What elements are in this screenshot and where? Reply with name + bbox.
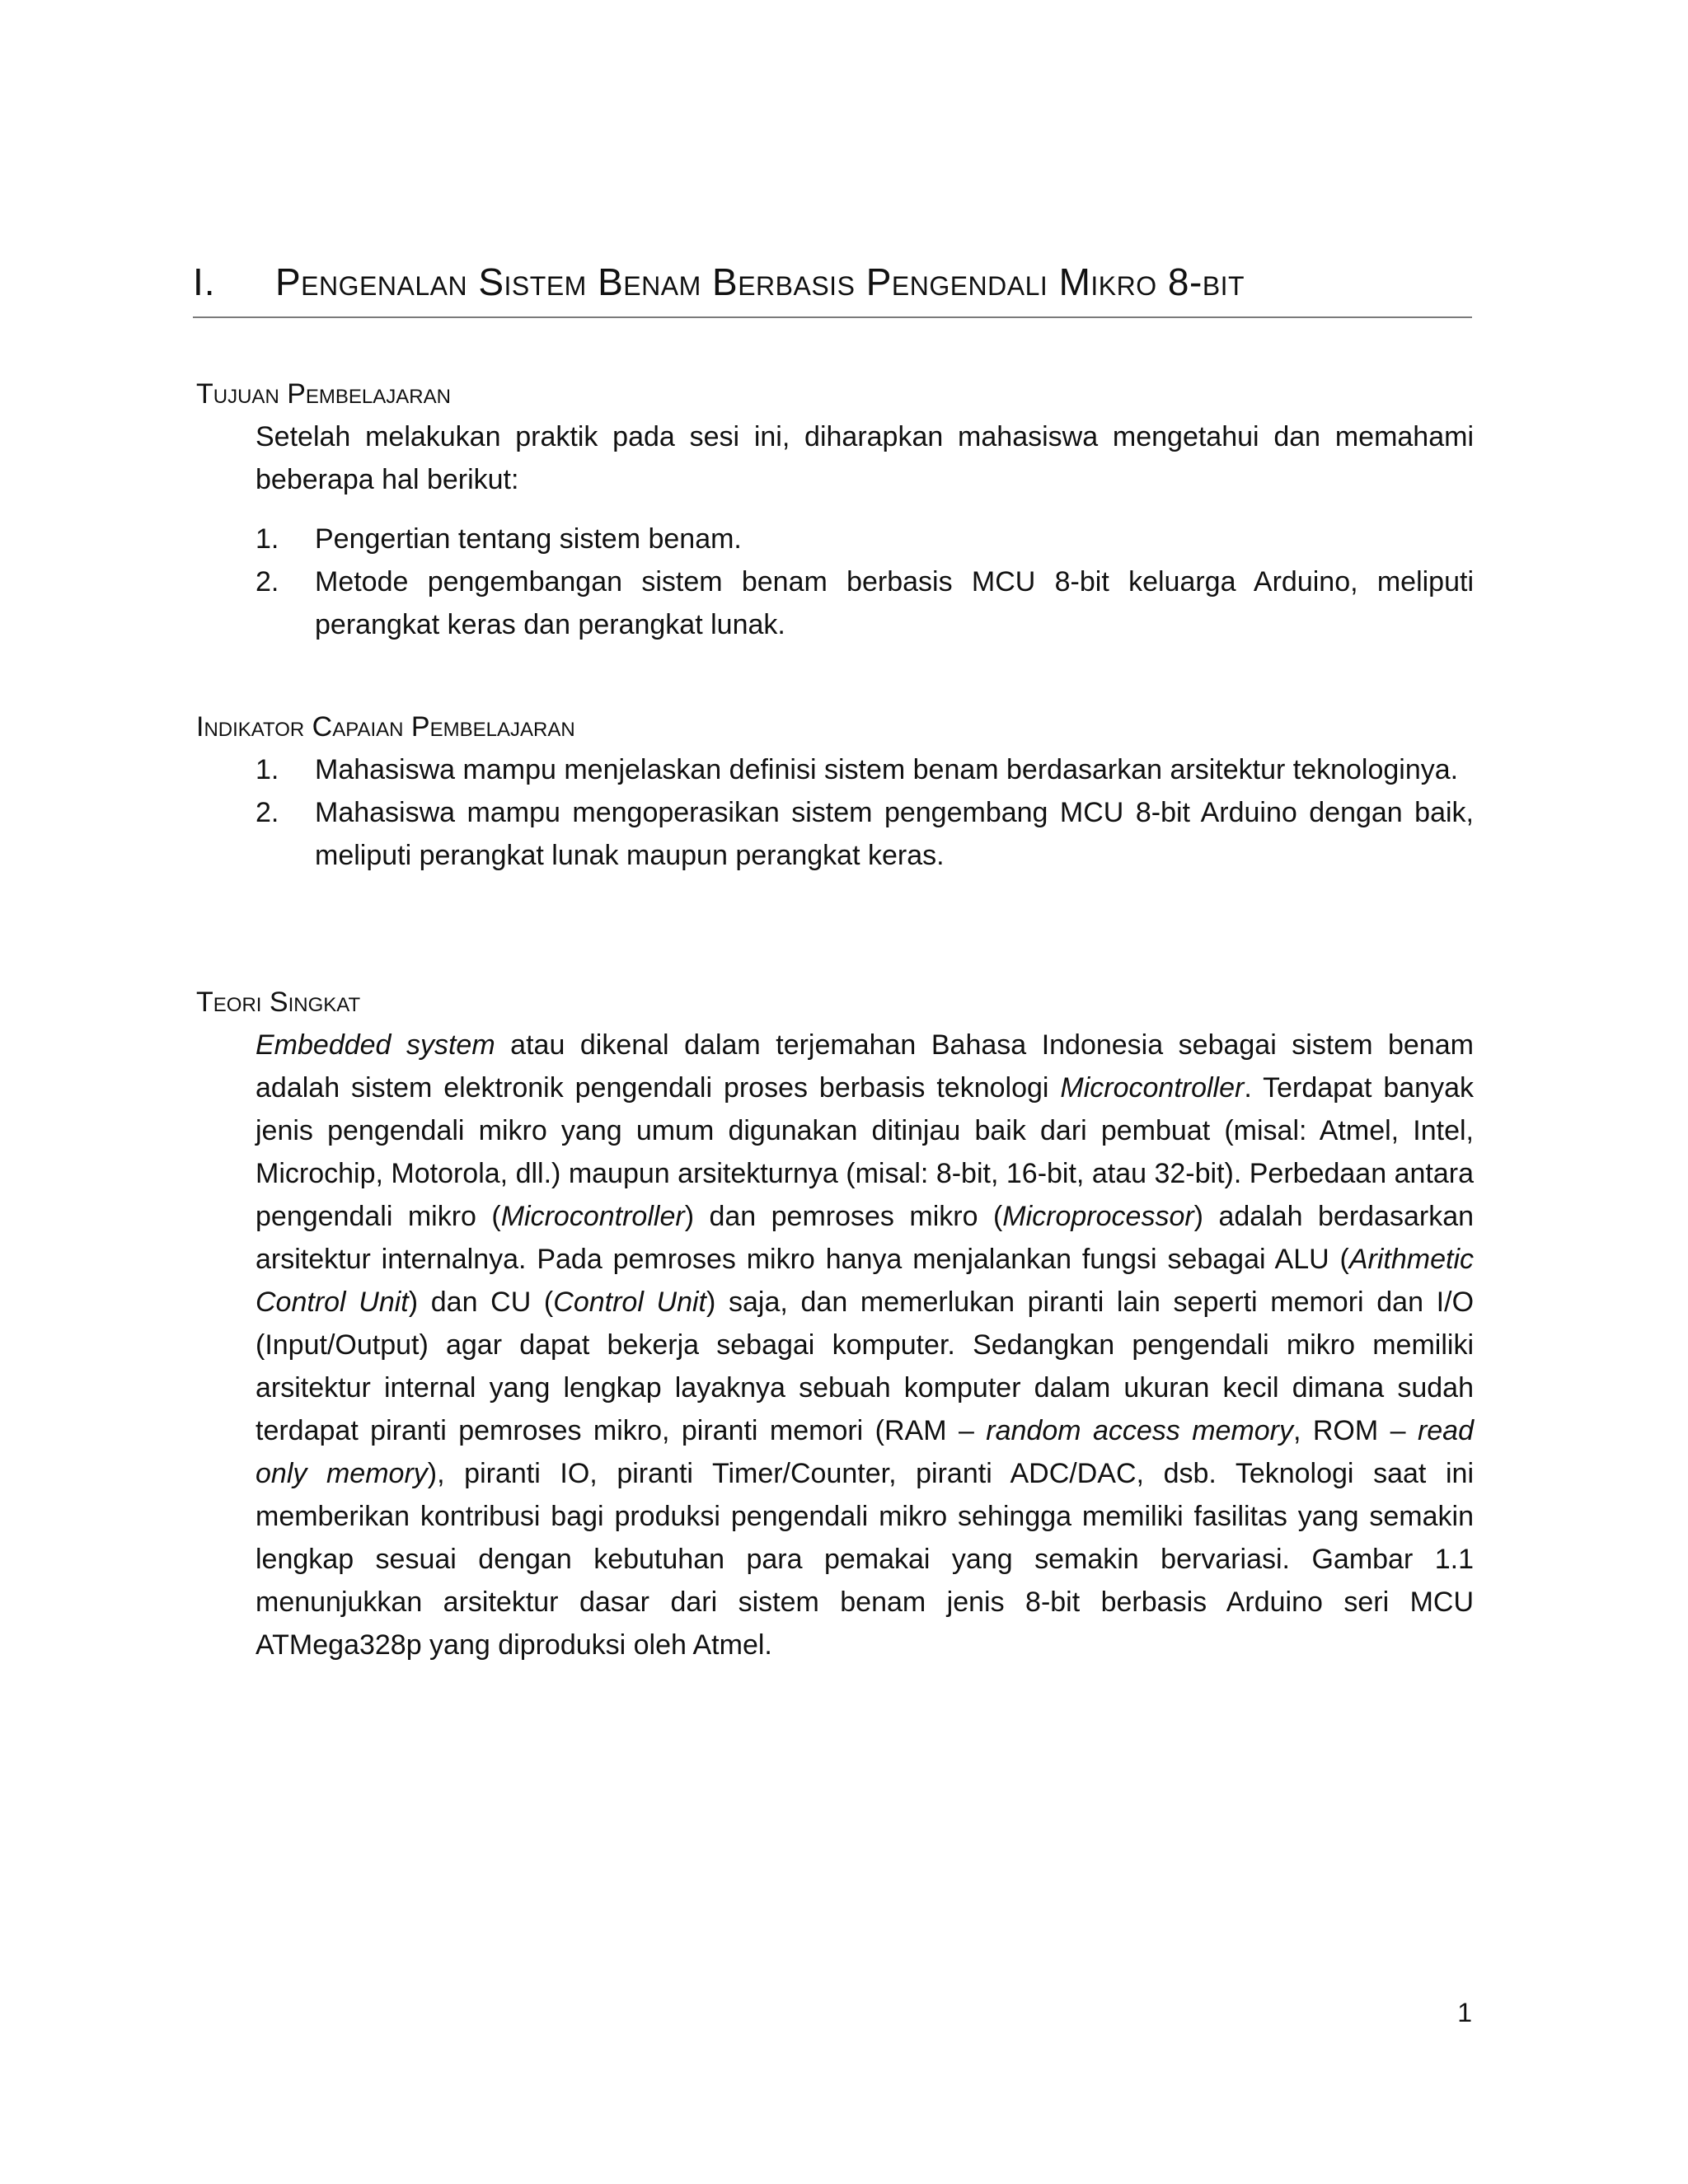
teori-text: ) saja, dan memerlukan piranti lain seperti memori dan I/O (Input/Output) agar dapat bekerja sebagai komputer. Sedangkan pengendali mikro memiliki arsitektur internal yang lengkap layaknya sebuah komputer dalam ukuran kecil dimana sudah terdapat piranti pemroses mikro, piranti memori (RAM – bbox=[256, 1286, 1475, 1446]
list-item bbox=[256, 791, 1474, 877]
teori-text: atau dikenal dalam terjemahan Bahasa Indonesia sebagai sistem benam adalah sistem elektronik pengendali proses berbasis teknologi bbox=[256, 1029, 1474, 1104]
teori-term: Microcontroller bbox=[500, 1201, 685, 1232]
list-item-number: 1. bbox=[256, 754, 279, 785]
tujuan-intro: Setelah melakukan praktik pada sesi ini, diharapkan mahasiswa mengetahui dan memahami beberapa hal berikut: bbox=[256, 421, 1474, 495]
page-number: 1 bbox=[1457, 1998, 1472, 2027]
section-heading-teori: Teori Singkat bbox=[196, 987, 361, 1018]
teori-term: Control Unit bbox=[553, 1286, 707, 1318]
teori-paragraph bbox=[256, 1024, 1474, 1666]
list-item-text: Pengertian tentang sistem benam. bbox=[315, 523, 742, 555]
chapter-header bbox=[193, 247, 1472, 318]
indikator-list bbox=[256, 748, 1474, 877]
teori-text: , ROM – bbox=[1293, 1415, 1418, 1446]
list-item-number: 1. bbox=[256, 523, 279, 555]
teori-term: Arithmetic Control Unit bbox=[256, 1244, 1474, 1318]
list-item-text: Metode pengembangan sistem benam berbasis MCU 8-bit keluarga Arduino, meliputi perangkat keras dan perangkat lunak. bbox=[315, 566, 1474, 640]
chapter-title: Pengenalan Sistem Benam Berbasis Pengendali Mikro 8-bit bbox=[275, 260, 1245, 303]
list-item bbox=[256, 748, 1474, 791]
teori-text: ) dan CU ( bbox=[408, 1286, 554, 1318]
tujuan-list bbox=[256, 518, 1474, 646]
list-item-number: 2. bbox=[256, 566, 279, 598]
teori-term: Embedded system bbox=[256, 1029, 495, 1061]
teori-text: ) dan pemroses mikro ( bbox=[684, 1201, 1003, 1232]
teori-text: . Terdapat banyak jenis pengendali mikro yang umum digunakan ditinjau baik dari pembuat (misal: Atmel, Intel, Microchip, Motorola, dll.) maupun arsitekturnya (misal: 8-bit, 16-bit, atau 32-bit). Perbedaan antara pengendali mikro ( bbox=[256, 1072, 1474, 1232]
section-heading-tujuan: Tujuan Pembelajaran bbox=[196, 378, 451, 410]
section-heading-indikator: Indikator Capaian Pembelajaran bbox=[196, 711, 575, 743]
list-item bbox=[256, 518, 1474, 560]
teori-term: Microcontroller bbox=[1060, 1072, 1245, 1104]
list-item-text: Mahasiswa mampu menjelaskan definisi sistem benam berdasarkan arsitektur teknologinya. bbox=[315, 754, 1459, 785]
teori-term: Microprocessor bbox=[1002, 1201, 1194, 1232]
teori-text: ), piranti IO, piranti Timer/Counter, piranti ADC/DAC, dsb. Teknologi saat ini memberikan kontribusi bagi produksi pengendali mikro sehingga memiliki fasilitas yang semakin lengkap sesuai dengan kebutuhan para pemakai yang semakin bervariasi. Gambar 1.1 menunjukkan arsitektur dasar dari sistem benam jenis 8-bit berbasis Arduino seri MCU ATMega328p yang diproduksi oleh Atmel. bbox=[256, 1458, 1474, 1661]
list-item-number: 2. bbox=[256, 797, 279, 828]
teori-text: ) adalah berdasarkan arsitektur internalnya. Pada pemroses mikro hanya menjalankan fungsi sebagai ALU ( bbox=[256, 1201, 1475, 1275]
teori-term: random access memory bbox=[986, 1415, 1294, 1446]
list-item-text: Mahasiswa mampu mengoperasikan sistem pengembang MCU 8-bit Arduino dengan baik, meliputi perangkat lunak maupun perangkat keras. bbox=[315, 797, 1474, 871]
list-item bbox=[256, 560, 1474, 646]
teori-term: read only memory bbox=[256, 1415, 1475, 1489]
chapter-number: I. bbox=[193, 260, 216, 303]
